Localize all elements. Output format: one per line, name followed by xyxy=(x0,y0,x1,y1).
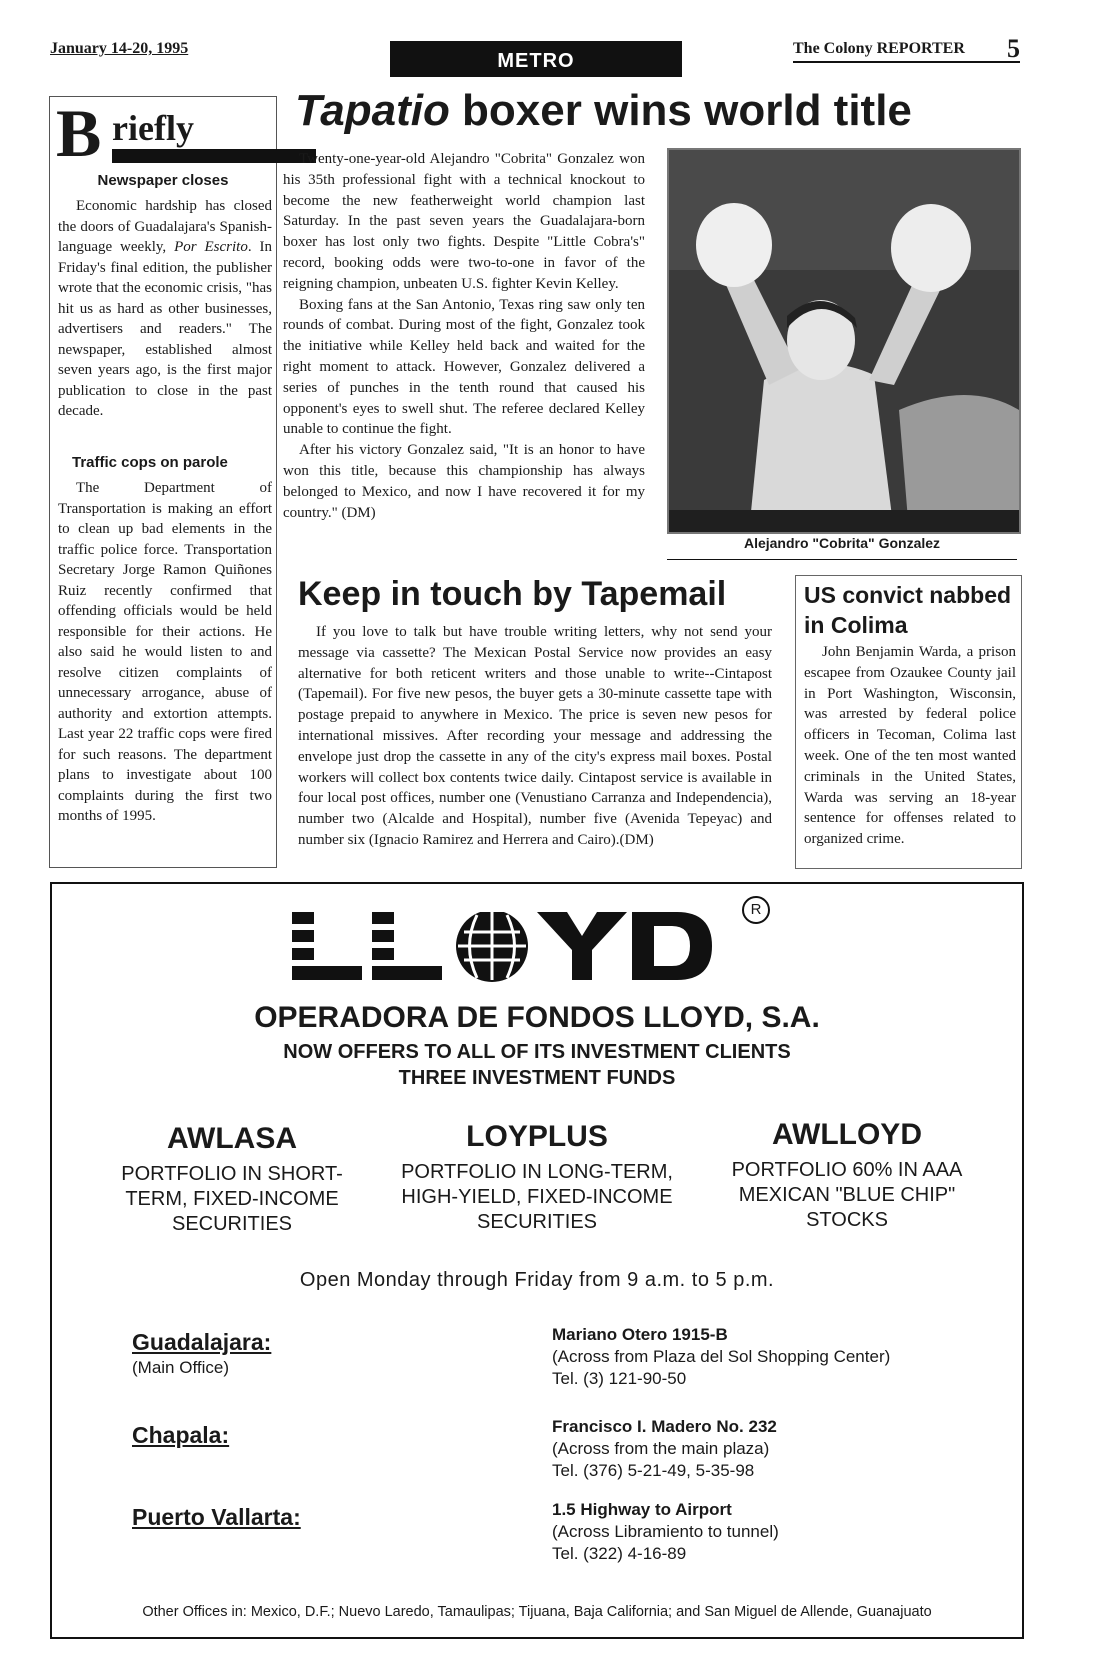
briefly-title-initial: B xyxy=(56,95,102,171)
address-chapala xyxy=(552,1416,777,1482)
fund-loyplus xyxy=(397,1120,677,1235)
brief-heading-newspaper: Newspaper closes xyxy=(97,172,229,189)
other-offices: Other Offices in: Mexico, D.F.; Nuevo Laredo, Tamaulipas; Tijuana, Baja California; and San Miguel de Allende, Guanajuato xyxy=(142,1604,932,1620)
brief-text-traffic: The Department of Transportation is making an effort to clean up bad elements in the traffic police force. Transportation Secretary Jorge Ramon Quiñones Ruiz recently confirmed that offending officials would be held responsible for their actions. He also said he would listen to and resolve citizen complaints of unnecessary arrogance, abuse of authority and extortion attempts. Last year 22 traffic cops were fired for such reasons. The department plans to investigate about 100 complaints during the first two months of 1995. xyxy=(58,480,272,824)
city-subtitle: (Main Office) xyxy=(132,1358,229,1377)
convict-body: John Benjamin Warda, a prison escapee from Ozaukee County jail in Port Washington, Wisconsin, was arrested by federal police officers in Tecoman, Colima last week. One of the ten most wanted criminals in the United States, Warda was serving an 18-year sentence for offenses related to organized crime. xyxy=(804,644,1016,848)
address-note: (Across Libramiento to tunnel) xyxy=(552,1522,779,1541)
street: Mariano Otero 1915-B xyxy=(552,1325,728,1344)
article-paragraph: Twenty-one-year-old Alejandro "Cobrita" Gonzalez won his 35th professional fight with a technical knockout to become the new featherweight world champion last Saturday. In the past seven years the Guadalajara-born boxer has lost only two fights. Despite "Little Cobra's" record, booking odds were two-to-one in favor of the reigning champion, unbeaten U.S. fighter Kevin Kelley. xyxy=(283,151,645,292)
fund-description: PORTFOLIO IN SHORT-TERM, FIXED-INCOME SECURITIES xyxy=(121,1163,343,1235)
lloyd-advertisement xyxy=(50,882,1024,1639)
fund-name: LOYPLUS xyxy=(466,1120,608,1153)
page-number: 5 xyxy=(1007,34,1020,63)
fund-awlloyd xyxy=(707,1118,987,1233)
address-note: (Across from the main plaza) xyxy=(552,1439,770,1458)
office-hours: Open Monday through Friday from 9 a.m. to 5 p.m. xyxy=(299,1269,775,1291)
masthead xyxy=(793,34,1020,63)
telephone: Tel. (376) 5-21-49, 5-35-98 xyxy=(552,1461,755,1480)
article-paragraph: After his victory Gonzalez said, "It is an honor to have won this title, because this championship has always belonged to Mexico, and now I have recovered it for my country." (DM) xyxy=(283,442,645,521)
paper-name: The Colony REPORTER xyxy=(793,40,965,57)
offer-line-2: THREE INVESTMENT FUNDS xyxy=(398,1067,676,1089)
address-note: (Across from Plaza del Sol Shopping Center) xyxy=(552,1347,891,1366)
main-article-body xyxy=(283,149,645,523)
city-chapala: Chapala: xyxy=(132,1422,230,1448)
boxer-photo xyxy=(667,148,1021,534)
offer-line-1: NOW OFFERS TO ALL OF ITS INVESTMENT CLIENTS xyxy=(283,1041,791,1063)
issue-date: January 14-20, 1995 xyxy=(50,40,189,57)
main-headline: Tapatio boxer wins world title xyxy=(295,86,912,135)
city-guadalajara: Guadalajara: xyxy=(132,1329,272,1355)
telephone: Tel. (322) 4-16-89 xyxy=(552,1544,687,1563)
address-puerto-vallarta xyxy=(552,1499,779,1565)
convict-headline: US convict nabbed in Colima xyxy=(804,582,1012,638)
fund-description: PORTFOLIO IN LONG-TERM, HIGH-YIELD, FIXED-INCOME SECURITIES xyxy=(401,1161,673,1233)
address-guadalajara xyxy=(552,1324,890,1390)
telephone: Tel. (3) 121-90-50 xyxy=(552,1369,687,1388)
street: 1.5 Highway to Airport xyxy=(552,1500,732,1519)
article-paragraph: Boxing fans at the San Antonio, Texas ring saw only ten rounds of combat. During most of the fight, Gonzalez took the initiative while Kelley held back and waited for the right moment to attack. However, Gonzalez delivered a series of punches in the tenth round that caused his opponent's eyes to swell shut. The referee declared Kelley unable to continue the fight. xyxy=(283,296,645,438)
brief-heading-traffic: Traffic cops on parole xyxy=(72,454,228,471)
briefly-box xyxy=(49,96,277,868)
brief-text-newspaper: Economic hardship has closed the doors of Guadalajara's Spanish-language weekly, Por Escrito. In Friday's final edition, the publisher wrote that the economic crisis, "has hit us as hard as other businesses, advertisers and readers." The newspaper, established almost seven years ago, is the first major publication to close in the past decade. xyxy=(58,198,272,419)
fund-description: PORTFOLIO 60% IN AAA MEXICAN "BLUE CHIP" STOCKS xyxy=(731,1159,963,1231)
briefly-title: riefly xyxy=(112,108,194,148)
fund-name: AWLASA xyxy=(167,1122,297,1155)
street: Francisco I. Madero No. 232 xyxy=(552,1417,777,1436)
fund-awlasa xyxy=(92,1122,372,1237)
company-name: OPERADORA DE FONDOS LLOYD, S.A. xyxy=(254,1001,820,1034)
tapemail-headline: Keep in touch by Tapemail xyxy=(298,575,727,613)
photo-caption: Alejandro "Cobrita" Gonzalez xyxy=(667,535,1017,560)
city-puerto-vallarta: Puerto Vallarta: xyxy=(132,1504,301,1530)
boxer-photo-illustration xyxy=(669,150,1019,532)
convict-box xyxy=(795,575,1022,869)
tapemail-body: If you love to talk but have trouble writing letters, why not send your message via cassette? The Mexican Postal Service now provides an easy alternative for both reticent writers and those unable to write--Cintapost (Tapemail). For five new pesos, the buyer gets a 30-minute cassette tape with postage prepaid to anywhere in Mexico. The price is seven new pesos for international missives. After recording your message and addressing the envelope just drop the cassette in any of the city's express mail boxes. Postal workers will collect box contents twice daily. Cintapost service is available in four local post offices, number one (Venustiano Carranza and Independencia), number two (Alcalde and Hospital), number five (Avenida Tepeyac) and number six (Ignacio Ramirez and Herrera and Cairo).(DM) xyxy=(298,624,772,848)
section-banner: METRO xyxy=(390,41,682,77)
registered-mark: R xyxy=(742,896,770,924)
lloyd-logo xyxy=(292,912,712,988)
fund-name: AWLLOYD xyxy=(772,1118,922,1151)
